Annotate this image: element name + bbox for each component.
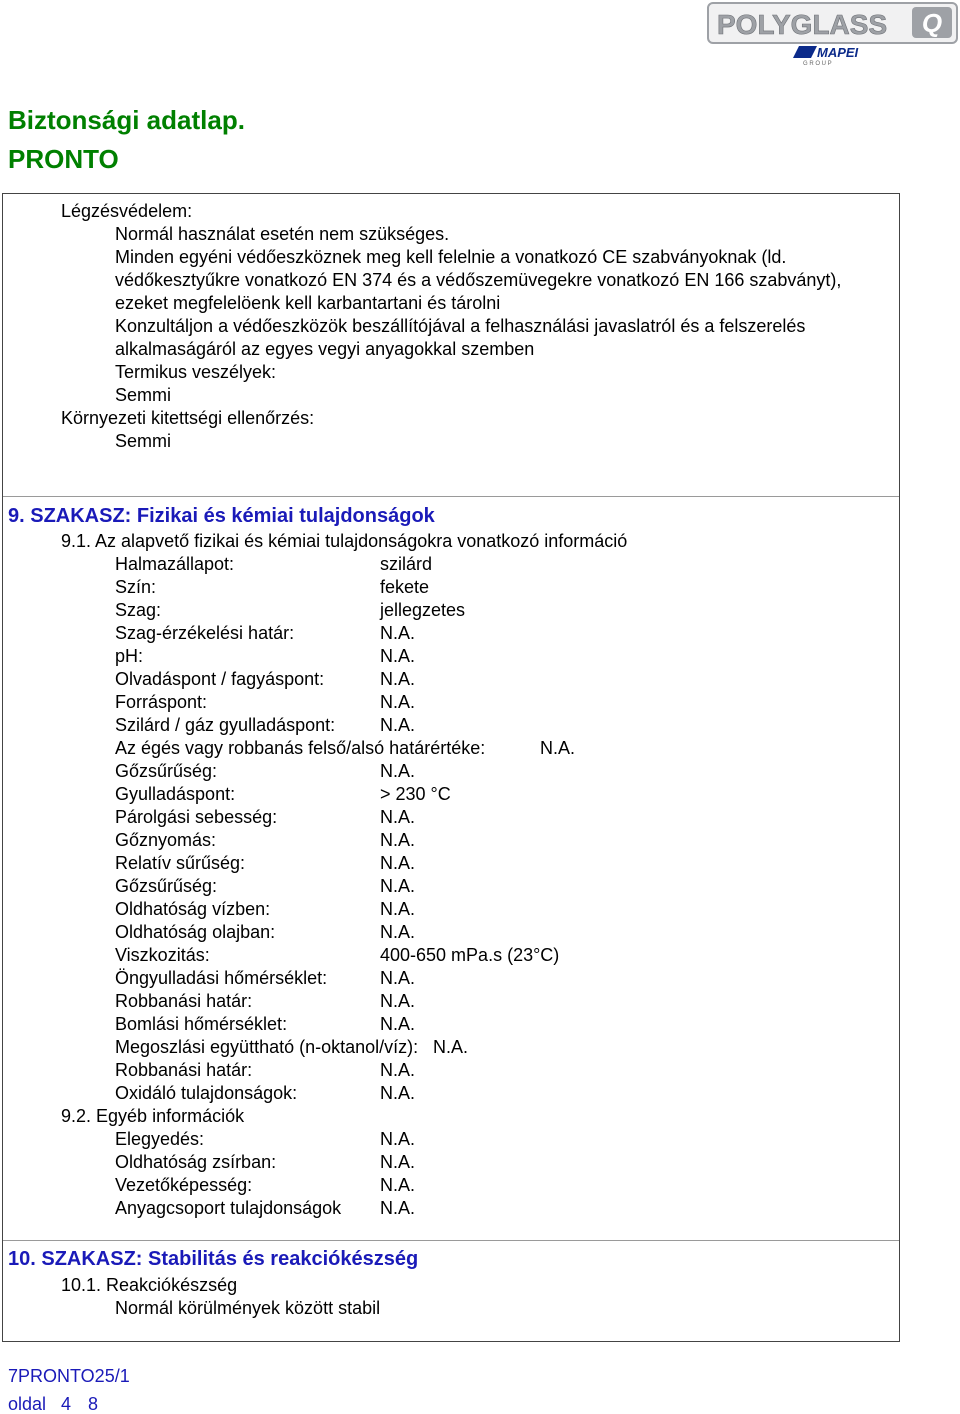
property-value: N.A. <box>433 1037 469 1057</box>
property-value: jellegzetes <box>380 600 466 620</box>
resp-line: ezeket megfelelöenk kell karbantartani és tárolni <box>115 293 501 313</box>
property-label: Elegyedés: <box>115 1129 205 1149</box>
section-10-1-title: 10.1. Reakciókészség <box>61 1275 238 1295</box>
property-label: Robbanási határ: <box>115 1060 253 1080</box>
section-10-heading: 10. SZAKASZ: Stabilitás és reakciókészség <box>8 1248 419 1270</box>
property-label: pH: <box>115 646 144 666</box>
property-value: N.A. <box>380 1152 416 1172</box>
property-label: Az égés vagy robbanás felső/alsó határértéke: <box>115 738 486 758</box>
property-label: Oldhatóság zsírban: <box>115 1152 277 1172</box>
thermal-hazards-value: Semmi <box>115 385 172 405</box>
page-label: oldal <box>8 1394 47 1414</box>
property-value: N.A. <box>380 807 416 827</box>
property-value: N.A. <box>380 669 416 689</box>
property-label: Gőzsűrűség: <box>115 761 218 781</box>
resp-line: védőkesztyűkre vonatkozó EN 374 és a védőszemüvegekre vonatkozó EN 166 szabványt), <box>115 270 842 290</box>
property-value: > 230 °C <box>380 784 451 804</box>
thermal-hazards-title: Termikus veszélyek: <box>115 362 277 382</box>
property-value: N.A. <box>380 853 416 873</box>
property-label: Szilárd / gáz gyulladáspont: <box>115 715 336 735</box>
section-divider <box>3 496 899 497</box>
property-value: N.A. <box>380 1083 416 1103</box>
page-number: 4 <box>61 1394 72 1414</box>
property-value: N.A. <box>380 1175 416 1195</box>
property-value: N.A. <box>380 692 416 712</box>
property-value: szilárd <box>380 554 433 574</box>
polyglass-mapei-logo <box>707 2 958 66</box>
property-label: Gőzsűrűség: <box>115 876 218 896</box>
logo-badge-text: Q <box>921 8 943 38</box>
property-label: Viszkozitás: <box>115 945 210 965</box>
document-title: Biztonsági adatlap. <box>8 105 245 135</box>
reactivity-text: Normál körülmények között stabil <box>115 1298 381 1318</box>
property-value: N.A. <box>380 1129 416 1149</box>
property-label: Gyulladáspont: <box>115 784 236 804</box>
property-value: N.A. <box>380 1060 416 1080</box>
property-value: N.A. <box>380 646 416 666</box>
property-value: N.A. <box>540 738 576 758</box>
section-9-2-title: 9.2. Egyéb információk <box>61 1106 245 1126</box>
property-value: N.A. <box>380 922 416 942</box>
property-label: Forráspont: <box>115 692 208 712</box>
property-label: Relatív sűrűség: <box>115 853 246 873</box>
property-label: Gőznyomás: <box>115 830 217 850</box>
property-label: Oldhatóság vízben: <box>115 899 271 919</box>
property-value: 400-650 mPa.s (23°C) <box>380 945 560 965</box>
property-value: N.A. <box>380 1198 416 1218</box>
property-label: Vezetőképesség: <box>115 1175 253 1195</box>
section-9-1-title: 9.1. Az alapvető fizikai és kémiai tulajdonságokra vonatkozó információ <box>61 531 628 551</box>
property-label: Halmazállapot: <box>115 554 235 574</box>
env-exposure-value: Semmi <box>115 431 172 451</box>
env-exposure-title: Környezeti kitettségi ellenőrzés: <box>61 408 315 428</box>
property-value: N.A. <box>380 830 416 850</box>
property-value: N.A. <box>380 623 416 643</box>
property-label: Anyagcsoport tulajdonságok <box>115 1198 342 1218</box>
property-value: N.A. <box>380 1014 416 1034</box>
property-value: N.A. <box>380 899 416 919</box>
property-label: Oxidáló tulajdonságok: <box>115 1083 298 1103</box>
property-value: N.A. <box>380 715 416 735</box>
property-label: Megoszlási együttható (n-oktanol/víz): <box>115 1037 419 1057</box>
section-divider <box>3 1240 899 1241</box>
logo-brand-text: POLYGLASS <box>717 9 888 40</box>
property-label: Szag-érzékelési határ: <box>115 623 295 643</box>
property-label: Szín: <box>115 577 157 597</box>
property-value: N.A. <box>380 761 416 781</box>
property-label: Párolgási sebesség: <box>115 807 278 827</box>
logo-group-text: G R O U P <box>803 61 832 66</box>
property-label: Bomlási hőmérséklet: <box>115 1014 288 1034</box>
property-value: fekete <box>380 577 430 597</box>
respiratory-protection-title: Légzésvédelem: <box>61 201 193 221</box>
product-name: PRONTO <box>8 144 119 174</box>
document-code: 7PRONTO25/1 <box>8 1366 130 1386</box>
property-value: N.A. <box>380 991 416 1011</box>
property-label: Olvadáspont / fagyáspont: <box>115 669 325 689</box>
resp-line: Konzultáljon a védőeszközök beszállítójával a felhasználási javaslatról és a felszerelés <box>115 316 806 336</box>
property-label: Oldhatóság olajban: <box>115 922 276 942</box>
property-value: N.A. <box>380 968 416 988</box>
resp-line: Normál használat esetén nem szükséges. <box>115 224 450 244</box>
property-label: Robbanási határ: <box>115 991 253 1011</box>
property-label: Öngyulladási hőmérséklet: <box>115 968 328 988</box>
resp-line: alkalmaságáról az egyes vegyi anyagokkal szemben <box>115 339 535 359</box>
resp-line: Minden egyéni védőeszköznek meg kell felelnie a vonatkozó CE szabványoknak (ld. <box>115 247 787 267</box>
property-label: Szag: <box>115 600 162 620</box>
section-9-heading: 9. SZAKASZ: Fizikai és kémiai tulajdonságok <box>8 505 435 527</box>
page-total: 8 <box>88 1394 99 1414</box>
logo-subbrand-text: MAPEI <box>817 45 859 60</box>
page-indicator <box>8 1395 98 1413</box>
property-value: N.A. <box>380 876 416 896</box>
